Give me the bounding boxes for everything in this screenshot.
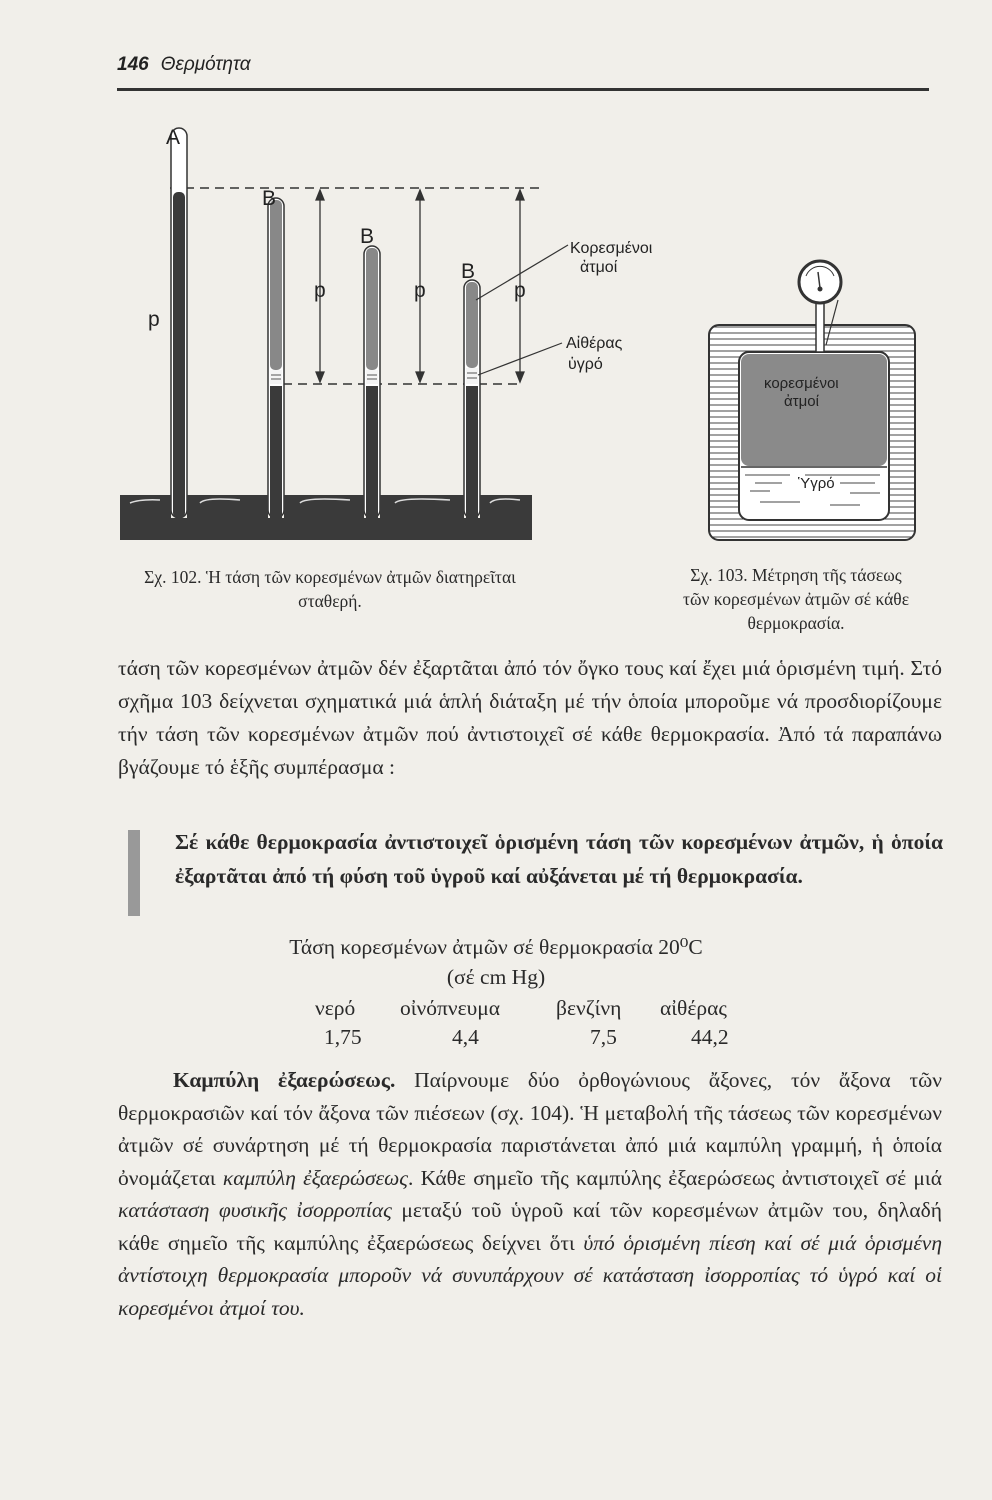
- mercury-column-a: [173, 192, 185, 518]
- paragraph-2: [118, 1064, 942, 1324]
- label-p-3: p: [514, 279, 526, 302]
- label-p-1: p: [314, 279, 326, 302]
- caption-line: Σχ. 102. Ἡ τάση τῶν κορεσμένων ἀτμῶν διατηρεῖται: [144, 567, 516, 587]
- page-number: 146: [117, 54, 149, 75]
- tube-b2: [364, 246, 380, 518]
- table-value: 44,2: [691, 1025, 729, 1049]
- column-header: αἰθέρας: [660, 996, 727, 1020]
- caption-line: τῶν κορεσμένων ἀτμῶν σέ κάθε: [682, 589, 910, 609]
- text: μεταξύ τοῦ ὑγροῦ καί τῶν κορεσμένων ἀτμῶν του, δηλαδή κάθε σημεῖο τῆς καμπύλης ἐξαερώσεως δείχνει ὅτι: [118, 1198, 942, 1255]
- italic-term: ὑπό ὁρισμένη πίεση καί σέ μιά ὁρισμένη ἀντίστοιχη θερμοκρασία μποροῦν νά συνυπάρχουν σέ κατάσταση ἰσορροπίας τό ὑγρό καί οἱ κορεσμένοι ἀτμοί του.: [118, 1230, 942, 1320]
- label-p-a: p: [148, 308, 160, 331]
- label-saturated-vapor-2: ἀτμοί: [580, 259, 618, 276]
- paragraph-1: [118, 652, 942, 784]
- label-b3: B: [461, 260, 476, 283]
- tube-b1: [268, 198, 284, 518]
- column-header: οἰνόπνευμα: [400, 996, 501, 1020]
- label-liquid: Ὑγρό: [798, 475, 835, 492]
- paragraph-text: τάση τῶν κορεσμένων ἀτμῶν δέν ἐξαρτᾶται ἀπό τόν ὄγκο τους καί ἔχει μιά ὁρισμένη τιμή. Στό σχῆμα 103 δείχνεται σχηματικά μιά ἁπλή διάταξη μέ τήν ὁποία μποροῦμε νά προσδιορίζουμε τήν τάση τῶν κορεσμένων ἀτμῶν πού ἀντιστοιχεῖ σέ κάθε θερμοκρασία. Ἀπό τά παραπάνω βγάζουμε τό ἑξῆς συμπέρασμα :: [118, 656, 942, 779]
- text: . Κάθε σημεῖο τῆς καμπύλης ἐξαερώσεως ἀντιστοιχεῖ σέ μιά: [408, 1165, 942, 1190]
- italic-term: καμπύλη ἐξαερώσεως: [222, 1165, 408, 1190]
- table-unit: (σέ cm Hg): [446, 965, 546, 989]
- figure-102-caption: [120, 565, 540, 613]
- table-title: Τάση κορεσμένων ἀτμῶν σέ θερμοκρασία 20⁰C: [289, 935, 703, 959]
- caption-line: Σχ. 103. Μέτρηση τῆς τάσεως: [690, 565, 902, 585]
- gauge-stem: [816, 300, 824, 352]
- emphasis-bar: [128, 830, 140, 916]
- label-b2: B: [360, 225, 375, 248]
- label-b1: B: [262, 187, 277, 210]
- table-value: 7,5: [590, 1025, 617, 1049]
- figure-103: [709, 261, 915, 540]
- label-vapor-1: κορεσμένοι: [764, 375, 839, 392]
- label-vapor-2: ἀτμοί: [784, 393, 819, 410]
- vapor-pressure-table: [0, 996, 992, 1056]
- label-ether-1: Αἰθέρας: [566, 335, 623, 352]
- column-header: νερό: [315, 996, 356, 1020]
- section-heading: Καμπύλη ἐξαερώσεως.: [173, 1068, 396, 1092]
- tube-b3: [464, 280, 480, 518]
- figures: [0, 0, 992, 560]
- label-a: A: [166, 126, 181, 149]
- label-p-2: p: [414, 279, 426, 302]
- vapor-space: [741, 354, 887, 466]
- italic-term: κατάσταση φυσικῆς ἰσορροπίας: [118, 1198, 392, 1222]
- column-header: βενζίνη: [556, 996, 622, 1020]
- label-saturated-vapor-1: Κορεσμένοι: [570, 240, 653, 257]
- caption-line: σταθερή.: [298, 591, 362, 611]
- figure-102: [120, 126, 653, 540]
- law-statement: Σέ κάθε θερμοκρασία ἀντιστοιχεῖ ὁρισμένη τάση τῶν κορεσμένων ἀτμῶν, ἡ ὁποία ἐξαρτᾶται ἀπό τή φύση τοῦ ὑγροῦ καί αὐξάνεται μέ τή θερμοκρασία.: [175, 830, 943, 888]
- label-ether-2: ὑγρό: [568, 356, 603, 373]
- table-value: 4,4: [452, 1025, 479, 1049]
- figure-103-caption: [650, 563, 942, 635]
- text: Παίρνουμε δύο ὀρθογώνιους ἄξονες, τόν ἄξονα τῶν θερμοκρασιῶν καί τόν ἄξονα τῶν πιέσεων (σχ. 104). Ἡ μεταβολή τῆς τάσεως τῶν κορεσμένων ἀτμῶν σέ συνάρτηση μέ τή θερμοκρασία παριστάνεται ἀπό μιά καμπύλη γραμμή, ἡ ὁποία ὀνομάζεται: [118, 1068, 942, 1190]
- chapter-title: Θερμότητα: [160, 54, 251, 75]
- caption-line: θερμοκρασία.: [747, 613, 845, 633]
- table-value: 1,75: [324, 1025, 362, 1049]
